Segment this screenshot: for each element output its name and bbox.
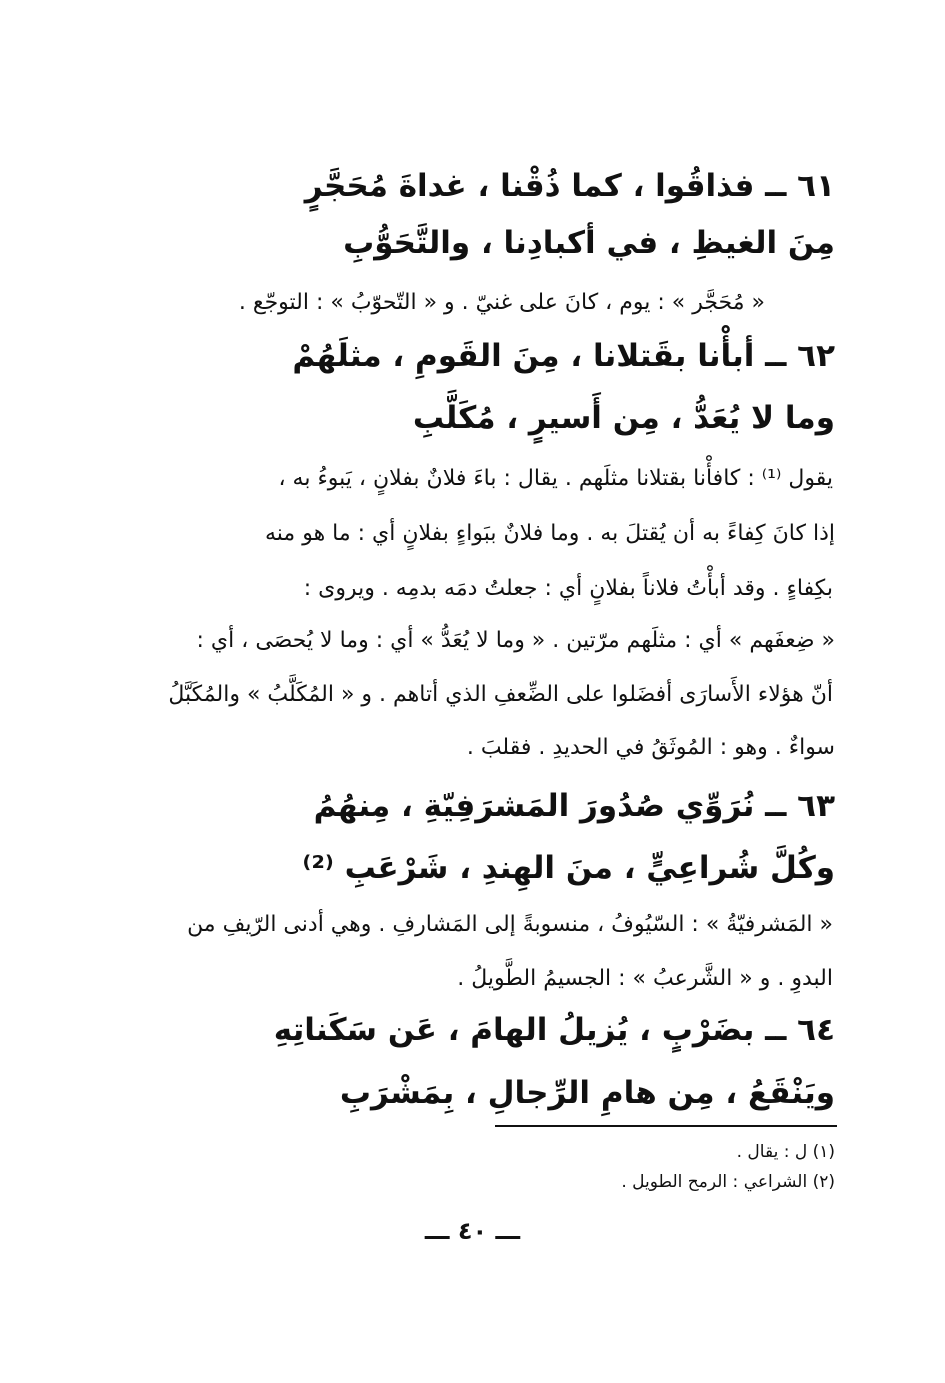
verse-62-commentary-line: إذا كانَ كِفاءً به أن يُقتلَ به . وما فلانٌ ببَواءٍ بفلانٍ أي : ما هو منه — [265, 521, 835, 546]
verse-62-first-hemistich: ٦٢ ــ أبأْنا بقَتلانا ، مِنَ القَومِ ، مثلَهُمْ — [292, 338, 835, 374]
verse-61-commentary: « مُحَجَّر » : يوم ، كانَ على غنيّ . و « التّحوّبُ » : التوجّع . — [238, 290, 765, 315]
verse-62-commentary-line: أنّ هؤلاء الأَسارَى أفضَلوا على الضِّعفِ الذي أتاهم . و « المُكَلَّبُ » والمُكَبَّلُ — [168, 682, 833, 707]
verse-64-first-hemistich: ٦٤ ــ بضَرْبٍ ، يُزيلُ الهامَ ، عَن سَكَناتِهِ — [273, 1012, 835, 1048]
verse-62-commentary-line: يقول ⁽¹⁾ : كافأْنا بقتلانا مثلَهم . يقال : باءَ فلانٌ بفلانٍ ، يَبوءُ به ، — [278, 466, 833, 491]
verse-63-second-hemistich: وكُلَّ شُراعِيٍّ ، منَ الهِندِ ، شَرْعَبِ ⁽²⁾ — [302, 850, 835, 886]
page-number: ـــ ٤٠ ـــ — [424, 1217, 521, 1245]
verse-62-commentary-line: سواءٌ . وهو : المُوثَقُ في الحديدِ . فقلبَ . — [466, 735, 835, 760]
verse-62-second-hemistich: وما لا يُعَدُّ ، مِن أَسيرٍ ، مُكَلَّبِ — [412, 400, 835, 436]
footnote-2: (٢) الشراعي : الرمح الطويل . — [621, 1172, 835, 1192]
footnote-1: (١) ل : يقال . — [736, 1142, 835, 1162]
verse-61-second-hemistich: مِنَ الغيظِ ، في أكبادِنا ، والتَّحَوُّبِ — [343, 225, 835, 261]
footnote-separator — [495, 1125, 837, 1127]
verse-62-commentary-line: بكِفاءٍ . وقد أبأْتُ فلاناً بفلانٍ أي : جعلتُ دمَه بدمِه . ويروى : — [303, 576, 833, 601]
verse-63-commentary-line: « المَشرفيّةُ » : السّيُوفُ ، منسوبةً إلى المَشارفِ . وهي أدنى الرّيفِ من — [187, 912, 833, 937]
verse-64-second-hemistich: ويَنْقَعُ ، مِن هامِ الرِّجالِ ، بِمَشْرَبِ — [339, 1075, 835, 1111]
verse-63-first-hemistich: ٦٣ ــ نُرَوِّي صُدُورَ المَشرَفِيّةِ ، مِنهُمُ — [313, 788, 835, 824]
verse-61-first-hemistich: ٦١ ــ فذاقُوا ، كما ذُقْنا ، غداةَ مُحَجَّرٍ — [304, 168, 835, 204]
verse-62-commentary-line: « ضِعفَهم » أي : مثلَهم مرّتين . « وما لا يُعَدُّ » أي : وما لا يُحصَى ، أي : — [196, 628, 835, 653]
verse-63-commentary-line: البدوِ . و « الشَّرعبُ » : الجسيمُ الطَّويلُ . — [457, 966, 833, 991]
